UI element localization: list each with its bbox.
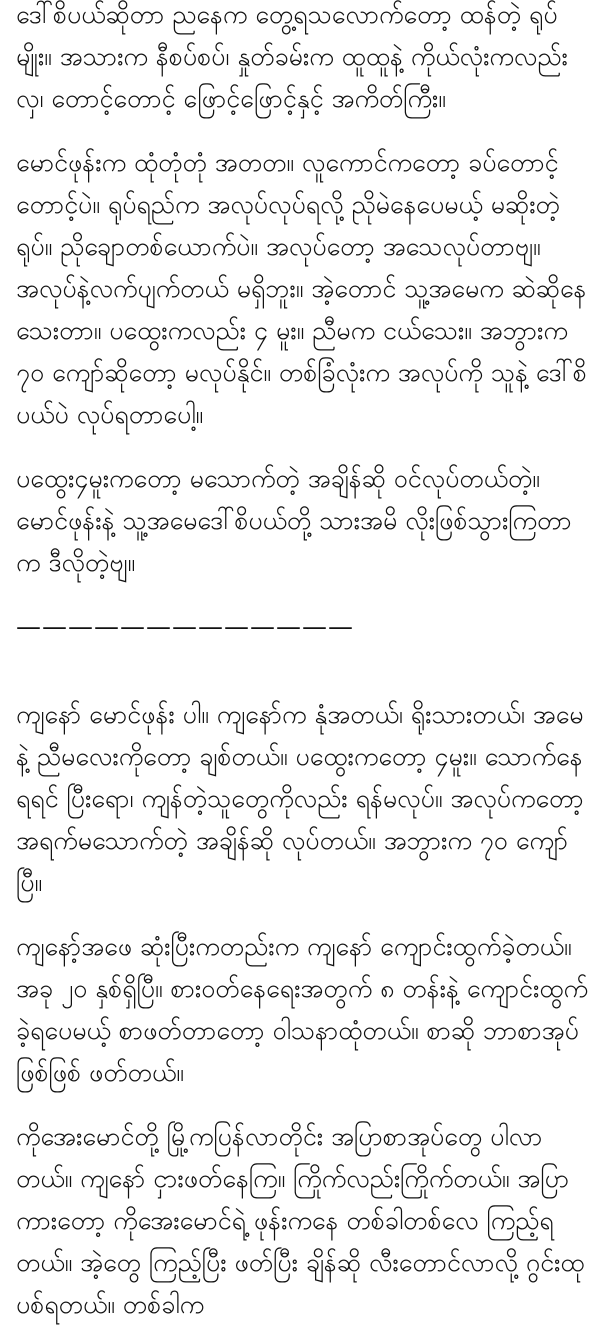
paragraph-1: ဒေါ်စိပယ်ဆိုတာ ညနေက တွေ့ရသလောက်တော့ ထန်တဲ့ ရုပ်မျိုး။ အသားက နီစပ်စပ်၊ နှုတ်ခမ်းက ထူထူနဲ့ ကိုယ်လုံးကလည်းလှ၊ တောင့်တောင့် ဖြောင့်ဖြောင့်နှင့် အကိတ်ကြီး။ <box>16 0 568 113</box>
article-body <box>16 0 592 1326</box>
paragraph-2: မောင်ဖုန်းက ထုံတုံတုံ အတတ။ လူကောင်ကတော့ ခပ်တောင့်တောင့်ပဲ။ ရုပ်ရည်က အလုပ်လုပ်ရလို့ ညိုမဲနေပေမယ့် မဆိုးတဲ့ရုပ်။ ညိုချောတစ်ယောက်ပဲ။ အလုပ်တော့ အသေလုပ်တာဗျ။ အလုပ်နဲ့လက်ပျက်တယ် မရှိဘူး။ အဲ့တောင် သူ့အမေက ဆဲဆိုနေသေးတာ။ ပထွေးကလည်း ၄ မူး။ ညီမက ငယ်သေး။ အဘွားက ၇၀ ကျော်ဆိုတော့ မလုပ်နိုင်။ တစ်ခြံလုံးက အလုပ်ကို သူနဲ့ ဒေါ်စိပယ်ပဲ လုပ်ရတာပေါ့။ <box>16 148 587 429</box>
paragraph-4: ကျနော် မောင်ဖုန်း ပါ။ ကျနော်က နုံအတယ်၊ ရိုးသားတယ်၊ အမေနဲ့ ညီမလေးကိုတော့ ချစ်တယ်။ ပထွေးကတော့ ၄မူး။ သောက်နေရရင် ပြီးရော၊ ကျန်တဲ့သူတွေကိုလည်း ရန်မလုပ်။ အလုပ်ကတော့ အရက်မသောက်တဲ့ အချိန်ဆို လုပ်တယ်။ အဘွားက ၇၀ ကျော်ပြီ။ <box>16 700 584 897</box>
paragraph-6: ကိုအေးမောင်တို့ မြို့ကပြန်လာတိုင်း အပြာစာအုပ်တွေ ပါလာတယ်။ ကျနော် ငှားဖတ်နေကြ။ ကြိုက်လည်းကြိုက်တယ်။ အပြာကားတော့ ကိုအေးမောင်ရဲ့ ဖုန်းကနေ တစ်ခါတစ်လေ ကြည့်ရတယ်။ အဲ့တွေ ကြည့်ပြီး ဖတ်ပြီး ချိန်ဆို လီးတောင်လာလို့ ဂွင်းထုပစ်ရတယ်။ တစ်ခါက <box>16 1122 585 1319</box>
section-divider: ————————————— <box>16 612 354 641</box>
paragraph-3: ပထွေး၄မူးကတော့ မသောက်တဲ့ အချိန်ဆို ဝင်လုပ်တယ်တဲ့။ မောင်ဖုန်းနဲ့ သူ့အမေဒေါ်စိပယ်တို့ သားအမိ လိုးဖြစ်သွားကြတာက ဒီလိုတဲ့ဗျ။ <box>16 464 572 577</box>
paragraph-5: ကျနော့်အဖေ ဆုံးပြီးကတည်းက ကျနော် ကျောင်းထွက်ခဲ့တယ်။ အခု ၂၀ နှစ်ရှိပြီ။ စားဝတ်နေရေးအတွက် ၈ တန်းနဲ့ ကျောင်းထွက်ခဲ့ရပေမယ့် စာဖတ်တာတော့ ဝါသနာထုံတယ်။ စာဆို ဘာစာအုပ်ဖြစ်ဖြစ် ဖတ်တယ်။ <box>16 932 588 1087</box>
